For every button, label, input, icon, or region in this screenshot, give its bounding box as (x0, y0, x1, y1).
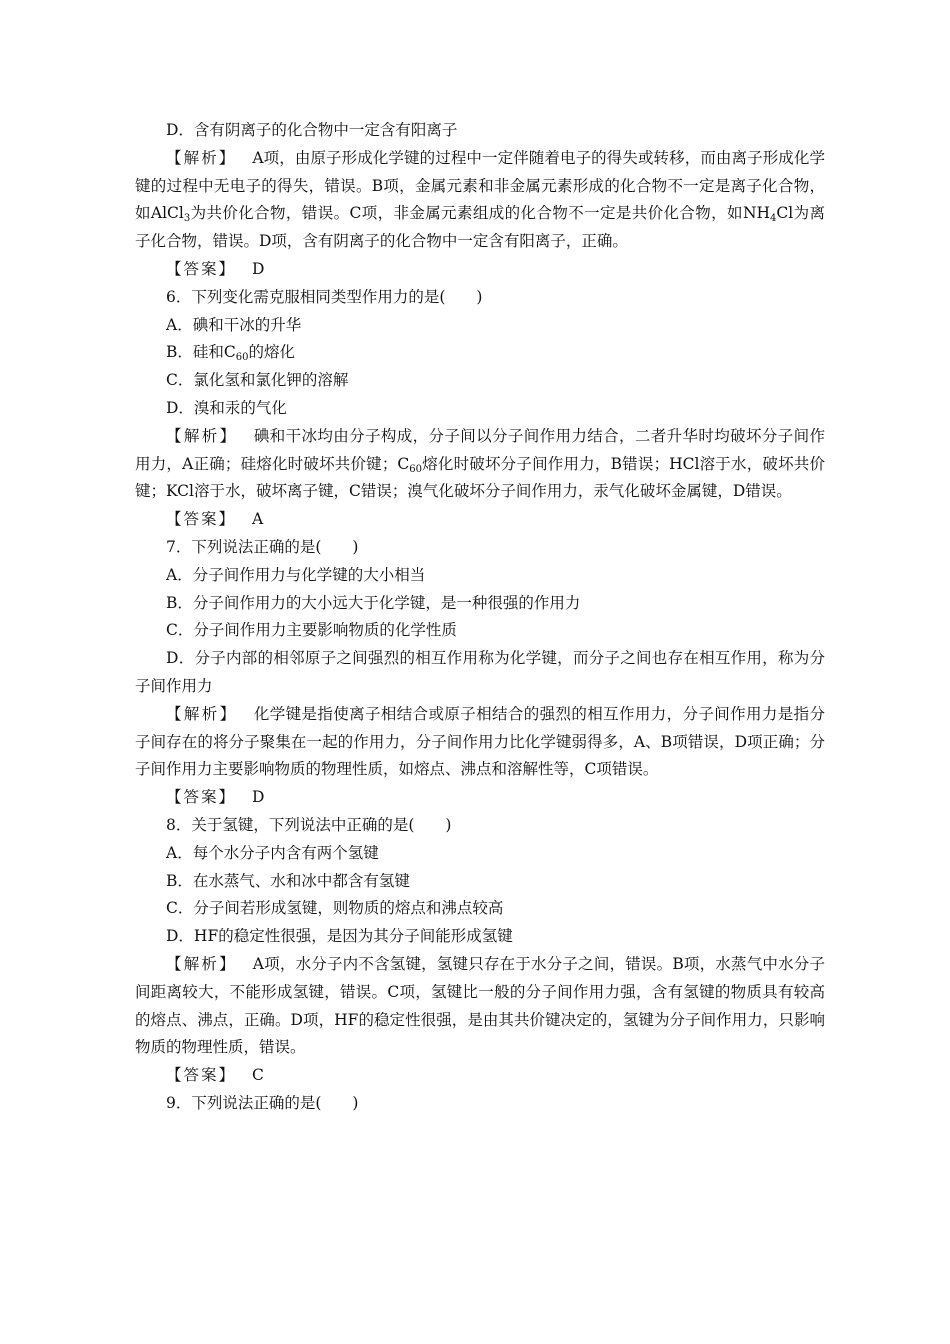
q6-option-b: B．硅和$C_{60}$的熔化 (166, 343, 296, 364)
q6-option-c: C．氯化氢和氯化钾的溶解 (166, 371, 349, 390)
answer-value: D (252, 259, 265, 278)
q7-answer (135, 784, 825, 812)
answer-value: D (252, 788, 265, 807)
answer-tag: 【答案】 (166, 259, 237, 278)
answer-tag: 【答案】 (166, 1066, 237, 1085)
analysis-tag: 【解析】 (166, 954, 237, 973)
q7-option-c: C．分子间作用力主要影响物质的化学性质 (166, 621, 457, 640)
q6-answer (135, 506, 825, 534)
q9-stem: 9．下列说法正确的是( ) (166, 1093, 359, 1112)
q5-analysis: 【解析】 A项，由原子形成化学键的过程中一定伴随着电子的得失或转移，而由离子形成化学键的过程中无电子的得失，错误。B项，金属元素和非金属元素形成的化合物不一定是离子化合物，如AlCl$_3$为共价化合物，错误。C项，非金属元素组成的化合物不一定是共价化合物，如$NH_4Cl$为离子化合物，错误。D项，含有阴离子的化合物中一定含有阳离子，正确。 (135, 148, 825, 251)
q7-option-a: A．分子间作用力与化学键的大小相当 (166, 565, 426, 584)
analysis-tag: 【解析】 (166, 426, 238, 445)
q5-option-d: D．含有阴离子的化合物中一定含有阳离子 (166, 121, 458, 139)
q5-answer (135, 256, 825, 284)
q8-option-d: D．HF的稳定性很强，是因为其分子间能形成氢键 (166, 927, 513, 946)
answer-tag: 【答案】 (166, 510, 237, 529)
q7-option-b: B．分子间作用力的大小远大于化学键，是一种很强的作用力 (166, 593, 581, 612)
document-body (135, 117, 825, 1118)
answer-tag: 【答案】 (166, 788, 237, 807)
q7-analysis: 【解析】 化学键是指使离子相结合或原子相结合的强烈的相互作用力，分子间作用力是指分子间存在的将分子聚集在一起的作用力，分子间作用力比化学键弱得多，A、B项错误，D项正确；分子间作用力主要影响物质的物理性质，如熔点、沸点和溶解性等，C项错误。 (135, 704, 825, 779)
answer-value: A (252, 510, 264, 529)
q8-analysis: 【解析】 A项，水分子内不含氢键，氢键只存在于水分子之间，错误。B项，水蒸气中水分子间距离较大，不能形成氢键，错误。C项，氢键比一般的分子间作用力强，含有氢键的物质具有较高的熔点、沸点，正确。D项，HF的稳定性很强，是由其共价键决定的，氢键为分子间作用力，只影响物质的物理性质，错误。 (135, 954, 825, 1057)
q8-option-c: C．分子间若形成氢键，则物质的熔点和沸点较高 (166, 899, 504, 918)
q6-option-a: A．碘和干冰的升华 (166, 315, 302, 334)
q8-stem: 8．关于氢键，下列说法中正确的是( ) (166, 815, 452, 834)
q7-option-d: D．分子内部的相邻原子之间强烈的相互作用称为化学键，而分子之间也存在相互作用，称为分子间作用力 (135, 649, 825, 695)
q8-answer (135, 1062, 825, 1090)
analysis-tag: 【解析】 (166, 148, 237, 167)
q6-option-d: D．溴和汞的气化 (166, 398, 287, 417)
q8-option-a: A．每个水分子内含有两个氢键 (166, 843, 379, 862)
answer-value: C (252, 1066, 264, 1085)
analysis-tag: 【解析】 (166, 704, 238, 723)
q8-option-b: B．在水蒸气、水和冰中都含有氢键 (166, 871, 410, 890)
q6-stem: 6．下列变化需克服相同类型作用力的是( ) (166, 287, 483, 306)
q6-analysis: 【解析】 碘和干冰均由分子构成，分子间以分子间作用力结合，二者升华时均破坏分子间作用力，A正确；硅熔化时破坏共价键；$C_{60}$熔化时破坏分子间作用力，B错误；HCl溶于水，破坏共价键；KCl溶于水，破坏离子键，C错误；溴气化破坏分子间作用力，汞气化破坏金属键，D错误。 (135, 426, 825, 501)
q7-stem: 7．下列说法正确的是( ) (166, 537, 359, 556)
